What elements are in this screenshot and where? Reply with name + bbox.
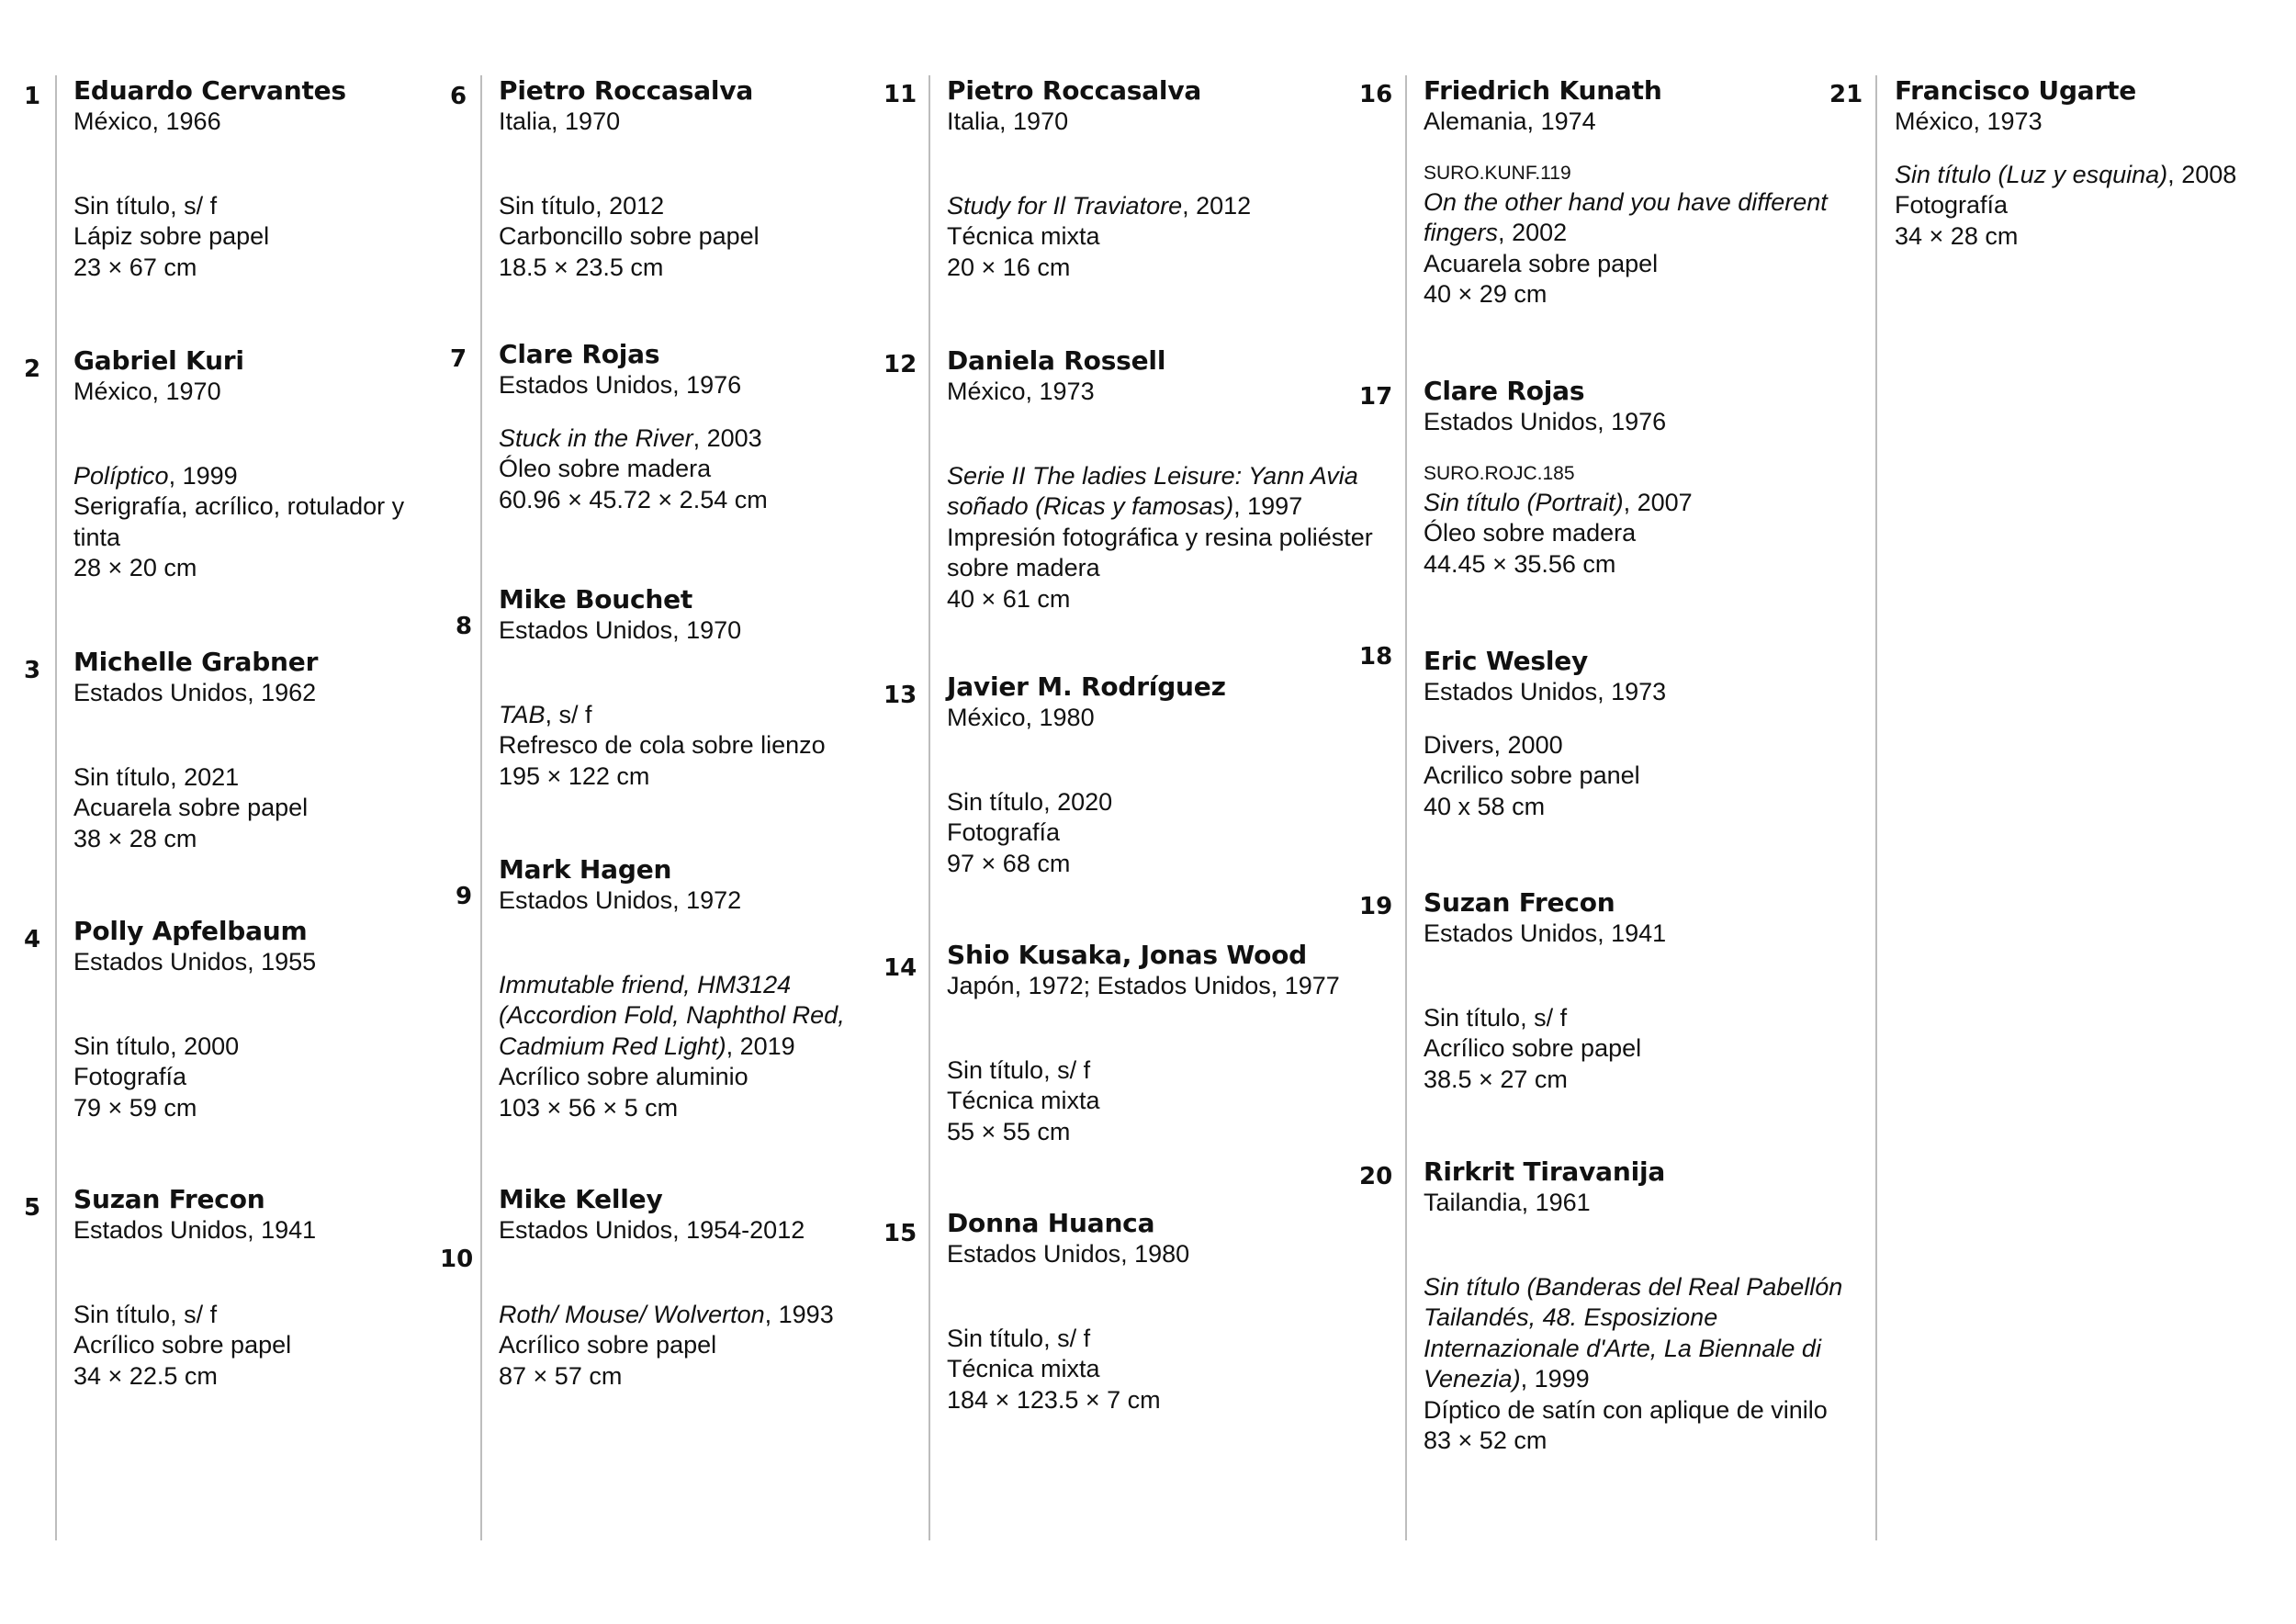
artwork-title: Roth/ Mouse/ Wolverton, 1993 [499, 1300, 834, 1328]
artist-origin: Estados Unidos, 1970 [499, 616, 742, 644]
artist-name: Mike Bouchet [499, 584, 693, 615]
catalog-entry [73, 1184, 441, 1392]
artwork-title: Sin título, s/ f [947, 1055, 1091, 1084]
artist-origin: Estados Unidos, 1941 [73, 1216, 317, 1244]
artist-name: Michelle Grabner [73, 647, 319, 677]
artwork-technique: Fotografía [1895, 191, 2009, 219]
artwork-technique: Carboncillo sobre papel [499, 222, 760, 250]
artist-name: Mike Kelley [499, 1184, 663, 1214]
artwork-technique: Acuarela sobre papel [73, 794, 309, 821]
artwork-dimensions: 44.45 × 35.56 cm [1424, 549, 1616, 578]
artwork-title: Sin título (Portrait), 2007 [1424, 488, 1693, 516]
artist-origin: México, 1973 [947, 378, 1095, 405]
artwork-technique: Impresión fotográfica y resina poliéster sobre madera [947, 523, 1373, 581]
artwork-dimensions: 40 x 58 cm [1424, 792, 1546, 820]
entry-number: 7 [450, 345, 467, 373]
artist-origin: México, 1970 [73, 378, 221, 405]
artwork-technique: Serigrafía, acrílico, rotulador y tinta [73, 492, 405, 551]
entry-number: 8 [456, 613, 473, 640]
artist-origin: Tailandia, 1961 [1424, 1189, 1591, 1216]
artwork-dimensions: 34 × 22.5 cm [73, 1361, 218, 1390]
artist-name: Shio Kusaka, Jonas Wood [947, 940, 1307, 970]
artwork-title: Serie II The ladies Leisure: Yann Avia soñado (Ricas y famosas), 1997 [947, 461, 1358, 520]
artwork-dimensions: 83 × 52 cm [1424, 1427, 1548, 1454]
artwork-technique: Óleo sobre madera [499, 455, 712, 482]
artwork-title: Sin título, 2020 [947, 787, 1113, 816]
artist-name: Friedrich Kunath [1424, 75, 1662, 106]
artist-origin: Japón, 1972; Estados Unidos, 1977 [947, 972, 1340, 999]
artwork-title: Sin título, 2021 [73, 762, 240, 791]
artist-name: Javier M. Rodríguez [947, 671, 1226, 702]
artwork-dimensions: 55 × 55 cm [947, 1117, 1071, 1145]
artwork-dimensions: 38.5 × 27 cm [1424, 1065, 1568, 1093]
artwork-technique: Acuarela sobre papel [1424, 249, 1659, 277]
entry-number: 9 [456, 883, 473, 910]
artwork-technique: Fotografía [73, 1063, 187, 1090]
artwork-title: On the other hand you have different fingers, 2002 [1424, 187, 1828, 246]
artwork-technique: Técnica mixta [947, 222, 1100, 250]
artwork-technique: Acrílico sobre papel [1424, 1034, 1642, 1062]
entry-number: 11 [884, 81, 917, 108]
inventory-reference: SURO.KUNF.119 [1424, 162, 1571, 184]
artist-origin: Italia, 1970 [499, 107, 621, 135]
artist-origin: Alemania, 1974 [1424, 107, 1596, 135]
artwork-dimensions: 60.96 × 45.72 × 2.54 cm [499, 485, 768, 513]
artist-origin: Estados Unidos, 1976 [1424, 408, 1667, 435]
catalog-entry [947, 940, 1397, 1147]
artwork-dimensions: 79 × 59 cm [73, 1093, 197, 1122]
artist-name: Eduardo Cervantes [73, 75, 346, 106]
artwork-technique: Técnica mixta [947, 1087, 1100, 1114]
catalog-entry [1895, 75, 2280, 252]
entry-number: 4 [24, 926, 41, 953]
column-divider [1875, 75, 1877, 1540]
catalog-entry [1424, 646, 1846, 822]
artwork-title: Sin título, 2012 [499, 191, 665, 220]
artwork-title: Stuck in the River, 2003 [499, 423, 762, 452]
artwork-title: Sin título, s/ f [73, 1300, 218, 1328]
artwork-title: TAB, s/ f [499, 700, 592, 728]
artwork-dimensions: 184 × 123.5 × 7 cm [947, 1385, 1161, 1414]
artist-origin: Estados Unidos, 1976 [499, 371, 742, 399]
entry-number: 14 [884, 954, 917, 982]
artwork-title: Sin título, s/ f [1424, 1003, 1568, 1032]
entry-number: 17 [1359, 383, 1393, 411]
catalog-entry [73, 647, 441, 854]
artist-name: Rirkrit Tiravanija [1424, 1156, 1666, 1187]
column-divider [929, 75, 930, 1540]
column-divider [480, 75, 482, 1540]
catalog-entry [73, 916, 441, 1123]
column-divider [55, 75, 57, 1540]
artwork-dimensions: 38 × 28 cm [73, 824, 197, 852]
entry-number: 12 [884, 351, 917, 378]
artwork-technique: Acrílico sobre aluminio [499, 1063, 748, 1090]
entry-number: 1 [24, 83, 41, 110]
catalog-entry [499, 1184, 903, 1392]
catalog-entry [73, 345, 432, 584]
artwork-title: Sin título (Banderas del Real Pabellón Tailandés, 48. Esposizione Internazionale d'Arte, La Biennale di Venezia), 1999 [1424, 1272, 1843, 1393]
entry-number: 13 [884, 682, 917, 709]
artwork-dimensions: 20 × 16 cm [947, 253, 1071, 281]
artist-origin: Estados Unidos, 1954-2012 [499, 1216, 805, 1244]
artwork-dimensions: 97 × 68 cm [947, 849, 1071, 877]
inventory-reference: SURO.ROJC.185 [1424, 462, 1575, 484]
artwork-technique: Acrílico sobre papel [499, 1331, 717, 1359]
artist-origin: Estados Unidos, 1980 [947, 1240, 1190, 1268]
artwork-technique: Acrílico sobre papel [73, 1331, 292, 1359]
artwork-technique: Refresco de cola sobre lienzo [499, 731, 826, 759]
artist-name: Gabriel Kuri [73, 345, 244, 376]
artist-name: Pietro Roccasalva [499, 75, 754, 106]
artist-origin: Estados Unidos, 1955 [73, 948, 317, 976]
artist-name: Eric Wesley [1424, 646, 1589, 676]
artwork-dimensions: 103 × 56 × 5 cm [499, 1093, 679, 1122]
artwork-technique: Técnica mixta [947, 1355, 1100, 1382]
artwork-technique: Fotografía [947, 818, 1061, 846]
artwork-title: Sin título, s/ f [73, 191, 218, 220]
artwork-title: Sin título (Luz y esquina), 2008 [1895, 160, 2237, 188]
artwork-dimensions: 195 × 122 cm [499, 761, 650, 790]
artwork-dimensions: 40 × 61 cm [947, 584, 1071, 613]
entry-number: 19 [1359, 893, 1393, 920]
catalog-entry [947, 1208, 1379, 1415]
entry-number: 3 [24, 657, 41, 684]
artist-origin: México, 1966 [73, 107, 221, 135]
artwork-title: Sin título, s/ f [947, 1324, 1091, 1352]
column-divider [1405, 75, 1407, 1540]
catalog-entry [947, 75, 1379, 283]
entry-number: 2 [24, 355, 41, 383]
catalog-entry [499, 75, 894, 283]
artwork-dimensions: 40 × 29 cm [1424, 280, 1548, 308]
artwork-dimensions: 34 × 28 cm [1895, 221, 2019, 250]
catalog-entry [1424, 887, 1846, 1095]
artist-origin: México, 1980 [947, 704, 1095, 731]
catalog-entry [499, 339, 903, 515]
catalog-entry [947, 345, 1379, 615]
entry-number: 15 [884, 1220, 917, 1247]
catalog-entry [1424, 1156, 1846, 1457]
artist-name: Pietro Roccasalva [947, 75, 1202, 106]
entry-number: 21 [1829, 81, 1863, 108]
artwork-title: Divers, 2000 [1424, 730, 1563, 759]
artwork-dimensions: 87 × 57 cm [499, 1361, 623, 1390]
catalog-entry [73, 75, 441, 283]
artwork-dimensions: 23 × 67 cm [73, 253, 197, 281]
artist-origin: Estados Unidos, 1972 [499, 886, 742, 914]
artwork-dimensions: 18.5 × 23.5 cm [499, 253, 664, 281]
catalog-entry [499, 584, 903, 792]
entry-number: 5 [24, 1194, 41, 1222]
artwork-technique: Lápiz sobre papel [73, 222, 270, 250]
artwork-technique: Acrilico sobre panel [1424, 761, 1640, 789]
catalog-entry [1424, 75, 1846, 310]
artist-origin: Estados Unidos, 1973 [1424, 678, 1667, 705]
entry-number: 20 [1359, 1163, 1393, 1190]
artist-name: Polly Apfelbaum [73, 916, 308, 946]
artist-name: Clare Rojas [1424, 376, 1585, 406]
artist-name: Suzan Frecon [1424, 887, 1615, 918]
artwork-technique: Díptico de satín con aplique de vinilo [1424, 1395, 1828, 1424]
catalog-entry [1424, 376, 1846, 580]
artist-origin: Italia, 1970 [947, 107, 1069, 135]
catalog-entry [947, 671, 1379, 879]
entry-number: 16 [1359, 81, 1393, 108]
artwork-title: Study for Il Traviatore, 2012 [947, 191, 1252, 220]
entry-number: 6 [450, 83, 467, 110]
artist-name: Donna Huanca [947, 1208, 1155, 1238]
artist-name: Mark Hagen [499, 854, 672, 885]
artist-name: Clare Rojas [499, 339, 660, 369]
artwork-dimensions: 28 × 20 cm [73, 554, 197, 581]
artist-name: Francisco Ugarte [1895, 75, 2137, 106]
entry-number: 18 [1359, 643, 1393, 671]
artist-name: Daniela Rossell [947, 345, 1166, 376]
artist-origin: México, 1973 [1895, 107, 2043, 135]
artwork-title: Immutable friend, HM3124 (Accordion Fold, Naphthol Red, Cadmium Red Light), 2019 [499, 970, 845, 1060]
catalog-entry [499, 854, 903, 1123]
entry-number: 10 [440, 1246, 474, 1273]
artist-name: Suzan Frecon [73, 1184, 265, 1214]
artwork-title: Sin título, 2000 [73, 1032, 240, 1060]
artwork-title: Políptico, 1999 [73, 461, 238, 490]
artist-origin: Estados Unidos, 1941 [1424, 919, 1667, 947]
artist-origin: Estados Unidos, 1962 [73, 679, 317, 706]
artwork-technique: Óleo sobre madera [1424, 519, 1637, 547]
